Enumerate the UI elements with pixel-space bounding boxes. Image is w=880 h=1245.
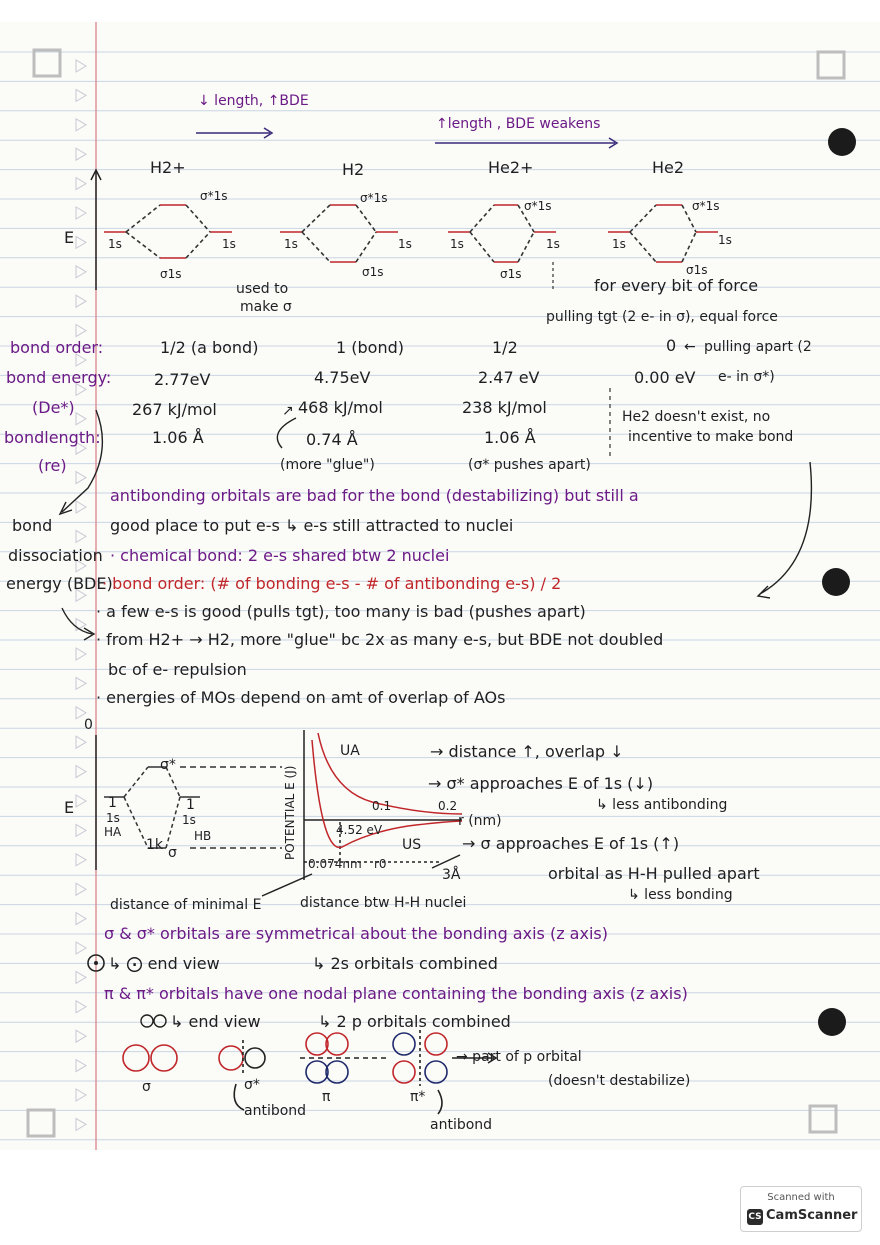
sigma-note-1: → σ approaches E of 1s (↑) bbox=[462, 834, 680, 853]
bde-label-3: energy (BDE) bbox=[6, 574, 113, 593]
species-label-h2: H2 bbox=[342, 160, 365, 179]
pe-sigma-star: σ* bbox=[160, 757, 176, 773]
pi-end-view-icon bbox=[141, 1015, 166, 1027]
energy-kj-arrow: ↗ bbox=[282, 403, 294, 419]
sigma-star-note-1: → σ* approaches E of 1s (↓) bbox=[428, 774, 654, 793]
sigma-sub-2: ↳ 2s orbitals combined bbox=[312, 954, 498, 973]
margin-triangle bbox=[76, 824, 86, 836]
sigma-lobe-right bbox=[151, 1045, 177, 1071]
camscanner-logo-icon: CS bbox=[747, 1209, 763, 1225]
margin-triangle bbox=[76, 266, 86, 278]
margin-triangle bbox=[76, 472, 86, 484]
ao-label-3: 1s bbox=[284, 237, 298, 251]
bond-order-he2-arrow: ← bbox=[684, 339, 696, 355]
from-h2-note-1: · from H2+ → H2, more "glue" bc 2x as many e-s, but BDE not doubled bbox=[96, 630, 664, 649]
mo-diagram-he2plus bbox=[448, 205, 556, 262]
mo-diagram-h2 bbox=[280, 205, 398, 262]
sigma-note-2: orbital as H-H pulled apart bbox=[548, 864, 760, 883]
sigma-star-label-1: σ*1s bbox=[200, 189, 228, 203]
margin-triangle bbox=[76, 89, 86, 101]
bond-order-h2plus: 1/2 (a bond) bbox=[160, 338, 259, 357]
bond-order-h2: 1 (bond) bbox=[336, 338, 404, 357]
punch-hole-3 bbox=[818, 1008, 846, 1036]
pe-ao-a-1: 1 bbox=[108, 795, 117, 811]
bde-label-2: dissociation bbox=[8, 546, 103, 565]
top-arrow-right-label: ↑length , BDE weakens bbox=[436, 116, 601, 132]
ua-label: UA bbox=[340, 743, 360, 759]
force-note-1: for every bit of force bbox=[594, 276, 759, 295]
part-p-note-1: → part of p orbital bbox=[456, 1049, 582, 1065]
pi-star-orbital-label: π* bbox=[410, 1089, 426, 1105]
force-note-4: e- in σ*) bbox=[718, 369, 775, 385]
antibonding-note-1: antibonding orbitals are bad for the bond (destabilizing) but still a bbox=[110, 486, 639, 505]
chem-bond-note: · chemical bond: 2 e-s shared btw 2 nuclei bbox=[110, 546, 450, 565]
sigma-lobe-left bbox=[123, 1045, 149, 1071]
pe-ao-b-3: HB bbox=[194, 829, 212, 843]
energy-ev-he2plus: 2.47 eV bbox=[478, 368, 540, 387]
pe-ao-a-3: HA bbox=[104, 825, 122, 839]
sigma-orbital-label: σ bbox=[142, 1079, 151, 1095]
he2-note-1: He2 doesn't exist, no bbox=[622, 409, 771, 425]
margin-triangle bbox=[76, 413, 86, 425]
energy-kj-h2: 468 kJ/mol bbox=[298, 398, 383, 417]
energy-ev-h2: 4.75eV bbox=[314, 368, 371, 387]
part-p-note-2: (doesn't destabilize) bbox=[548, 1073, 691, 1089]
margin-triangle bbox=[76, 148, 86, 160]
badge-caption: Scanned with bbox=[767, 1192, 835, 1203]
margin-triangle bbox=[76, 178, 86, 190]
energy-kj-h2plus: 267 kJ/mol bbox=[132, 400, 217, 419]
bde-label-1: bond bbox=[12, 516, 53, 535]
corner-marker-tr bbox=[818, 52, 844, 78]
tick-01: 0.1 bbox=[372, 799, 392, 813]
he2-note-2: incentive to make bond bbox=[628, 429, 794, 445]
mo-diagram-h2plus bbox=[104, 205, 232, 258]
margin-triangle bbox=[76, 1001, 86, 1013]
ao-label-1: 1s bbox=[108, 237, 122, 251]
corner-marker-bl bbox=[28, 1110, 54, 1136]
label-bond-order: bond order: bbox=[10, 338, 104, 357]
ao-label-4: 1s bbox=[398, 237, 412, 251]
sigma-symmetry-line: σ & σ* orbitals are symmetrical about the bonding axis (z axis) bbox=[104, 924, 608, 943]
margin-triangle bbox=[76, 325, 86, 337]
more-glue-note: (more "glue") bbox=[280, 457, 375, 473]
margin-triangle bbox=[76, 883, 86, 895]
species-label-he2: He2 bbox=[652, 158, 685, 177]
label-de: (De*) bbox=[32, 398, 75, 417]
length-h2: 0.74 Å bbox=[306, 430, 358, 449]
margin-triangle bbox=[76, 501, 86, 513]
bond-order-he2: 0 bbox=[666, 336, 677, 355]
from-h2-note-2: bc of e- repulsion bbox=[108, 660, 247, 679]
ao-label-6: 1s bbox=[546, 237, 560, 251]
r0-label: r0 bbox=[374, 857, 387, 871]
pe-sigma: σ bbox=[168, 845, 177, 861]
pe-ao-b-1: 1 bbox=[186, 797, 195, 813]
pi-lobe-br bbox=[326, 1061, 348, 1083]
mo-axis-label: E bbox=[64, 228, 75, 247]
species-label-h2plus: H2+ bbox=[150, 158, 186, 177]
margin-triangle bbox=[76, 1118, 86, 1130]
punch-hole-2 bbox=[822, 568, 850, 596]
re-value: 0.074nm bbox=[308, 857, 362, 871]
top-arrow-left-label: ↓ length, ↑BDE bbox=[198, 93, 309, 109]
three-angstrom: 3Å bbox=[442, 867, 461, 883]
ev-label: 4.52 eV bbox=[336, 823, 383, 837]
antibonding-note-2: good place to put e-s ↳ e-s still attracted to nuclei bbox=[110, 516, 514, 535]
length-he2plus: 1.06 Å bbox=[484, 428, 536, 447]
r-unit-label: r (nm) bbox=[458, 813, 502, 829]
ao-label-5: 1s bbox=[450, 237, 464, 251]
punch-hole-1 bbox=[828, 128, 856, 156]
energy-kj-he2plus: 238 kJ/mol bbox=[462, 398, 547, 417]
pe-zero-label: 0 bbox=[84, 717, 93, 733]
sigma-star-label-4: σ*1s bbox=[692, 199, 720, 213]
margin-triangle bbox=[76, 766, 86, 778]
used-note-2: make σ bbox=[240, 299, 292, 315]
margin-triangle bbox=[76, 207, 86, 219]
minimal-e-label: distance of minimal E bbox=[110, 897, 262, 913]
sigma-star-label-2: σ*1s bbox=[360, 191, 388, 205]
energies-note: · energies of MOs depend on amt of overlap of AOs bbox=[96, 688, 506, 707]
antibond-label-2: antibond bbox=[430, 1117, 493, 1133]
label-bond-length: bondlength: bbox=[4, 428, 101, 447]
ao-label-2: 1s bbox=[222, 237, 236, 251]
used-note-1: used to bbox=[236, 281, 289, 297]
curly-arrow-glue bbox=[277, 418, 296, 448]
margin-triangle bbox=[76, 60, 86, 72]
sigma-star-label-3: σ*1s bbox=[524, 199, 552, 213]
margin-triangle bbox=[76, 913, 86, 925]
pushes-apart-note: (σ* pushes apart) bbox=[468, 457, 591, 473]
tick-02: 0.2 bbox=[438, 799, 458, 813]
sigma-star-note-2: ↳ less antibonding bbox=[596, 797, 728, 813]
margin-triangle bbox=[76, 1060, 86, 1072]
corner-marker-tl bbox=[34, 50, 60, 76]
margin-triangle bbox=[76, 971, 86, 983]
label-re: (re) bbox=[38, 456, 67, 475]
species-label-he2plus: He2+ bbox=[488, 158, 534, 177]
distance-note: → distance ↑, overlap ↓ bbox=[430, 742, 624, 761]
sigma-label-3: σ1s bbox=[500, 267, 522, 281]
sigma-label-2: σ1s bbox=[362, 265, 384, 279]
notebook-rules bbox=[0, 52, 880, 1140]
us-label: US bbox=[402, 837, 422, 853]
pi-lobe-bl bbox=[306, 1061, 328, 1083]
length-h2plus: 1.06 Å bbox=[152, 428, 204, 447]
energy-ev-he2: 0.00 eV bbox=[634, 368, 696, 387]
force-note-2: pulling tgt (2 e- in σ), equal force bbox=[546, 309, 778, 325]
margin-triangle bbox=[76, 677, 86, 689]
pistar-lobe-br bbox=[425, 1061, 447, 1083]
pe-ao-a-2: 1s bbox=[106, 811, 120, 825]
ao-label-8: 1s bbox=[718, 233, 732, 247]
camscanner-badge bbox=[740, 1186, 862, 1232]
margin-triangle bbox=[76, 530, 86, 542]
margin-triangle bbox=[76, 942, 86, 954]
pi-orbital-label: π bbox=[322, 1089, 331, 1105]
bond-order-def: · bond order: (# of bonding e-s - # of antibonding e-s) / 2 bbox=[102, 574, 562, 593]
badge-name: CamScanner bbox=[766, 1208, 858, 1223]
pe-y-axis-label: POTENTIAL E (J) bbox=[283, 765, 297, 860]
sigma-label-1: σ1s bbox=[160, 267, 182, 281]
mo-diagram-he2 bbox=[608, 205, 718, 262]
antibond-label-1: antibond bbox=[244, 1103, 307, 1119]
sigma-sub-1: ↳ ⨀ end view bbox=[108, 954, 220, 973]
pistar-lobe-bl bbox=[393, 1061, 415, 1083]
bond-order-he2plus: 1/2 bbox=[492, 338, 518, 357]
pi-sub-1: ↳ end view bbox=[170, 1012, 261, 1031]
margin-triangle bbox=[76, 1030, 86, 1042]
sigma-note-3: ↳ less bonding bbox=[628, 887, 733, 903]
energy-ev-h2plus: 2.77eV bbox=[154, 370, 211, 389]
margin-triangle bbox=[76, 648, 86, 660]
pe-ao-b-2: 1s bbox=[182, 813, 196, 827]
margin-triangle bbox=[76, 119, 86, 131]
long-arrow-he2 bbox=[760, 462, 811, 594]
ao-label-7: 1s bbox=[612, 237, 626, 251]
margin-triangles bbox=[76, 60, 86, 1130]
margin-triangle bbox=[76, 236, 86, 248]
pe-e-label: E bbox=[64, 798, 75, 817]
distance-label: distance btw H-H nuclei bbox=[300, 895, 467, 911]
sigma-star-orbital-label: σ* bbox=[244, 1077, 260, 1093]
sigma-label-4: σ1s bbox=[686, 263, 708, 277]
few-electrons-note: · a few e-s is good (pulls tgt), too many is bad (pushes apart) bbox=[96, 602, 586, 621]
margin-triangle bbox=[76, 736, 86, 748]
pi-sub-2: ↳ 2 p orbitals combined bbox=[318, 1012, 511, 1031]
margin-triangle bbox=[76, 795, 86, 807]
margin-triangle bbox=[76, 854, 86, 866]
margin-triangle bbox=[76, 1089, 86, 1101]
force-note-3: pulling apart (2 bbox=[704, 339, 812, 355]
sigma-star-lobe-left bbox=[219, 1046, 243, 1070]
sigma-star-lobe-right bbox=[245, 1048, 265, 1068]
pe-sigma-electrons: 1k bbox=[146, 837, 164, 853]
pi-symmetry-line: π & π* orbitals have one nodal plane containing the bonding axis (z axis) bbox=[104, 984, 688, 1003]
margin-triangle bbox=[76, 295, 86, 307]
label-bond-energy: bond energy: bbox=[6, 368, 112, 387]
